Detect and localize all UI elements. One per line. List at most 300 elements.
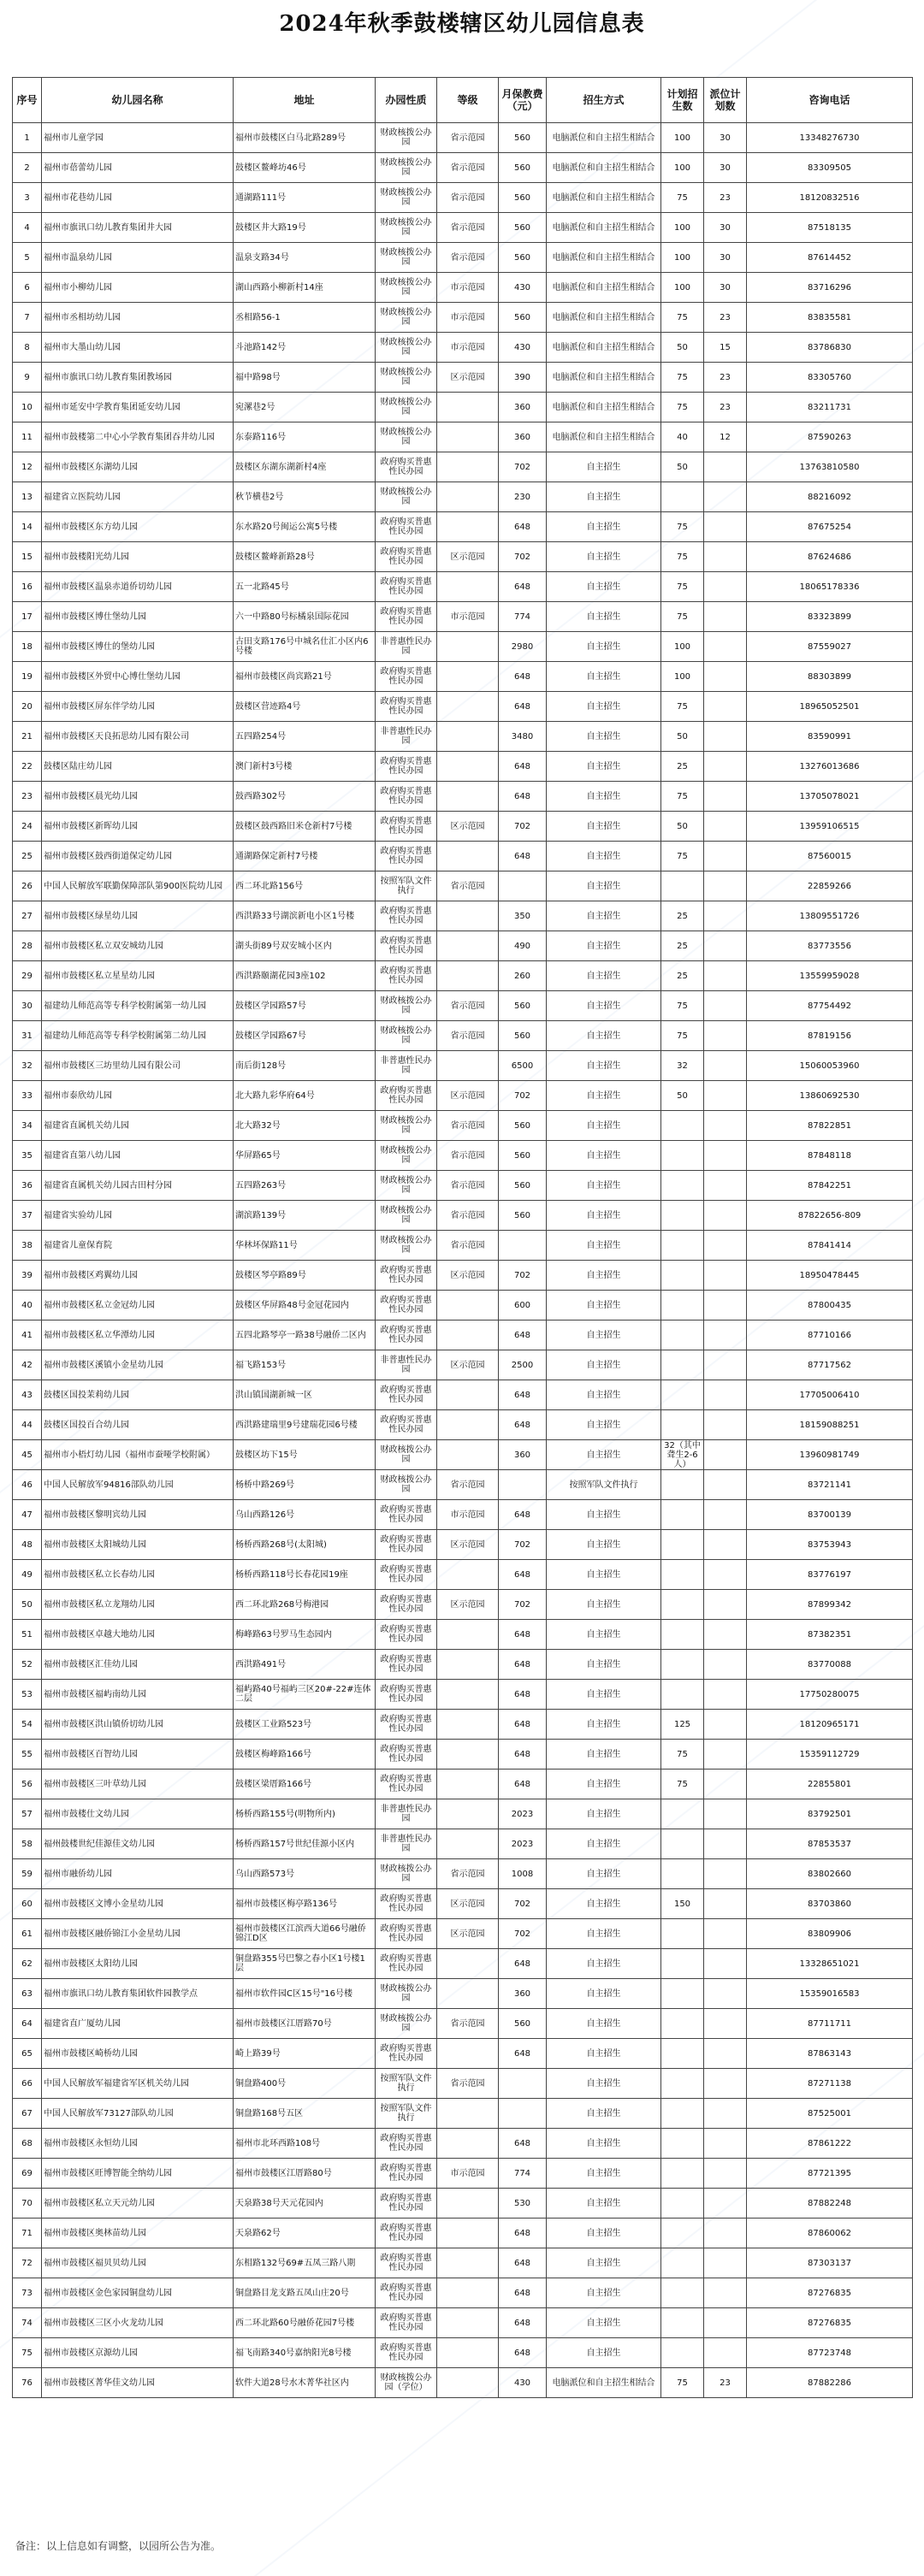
cell-index: 55	[13, 1740, 42, 1770]
cell-phone: 83792501	[747, 1799, 913, 1829]
cell-index: 72	[13, 2248, 42, 2278]
cell-method: 自主招生	[547, 602, 661, 632]
cell-address: 通湖路111号	[234, 183, 376, 213]
cell-plan	[661, 2159, 704, 2189]
cell-phone: 87754492	[747, 991, 913, 1021]
cell-nature: 政府购买普惠性民办园	[376, 1740, 437, 1770]
table-row	[13, 1829, 913, 1859]
cell-name: 福州市鼓楼区金色家园铜盘幼儿园	[42, 2278, 234, 2308]
cell-method: 自主招生	[547, 1500, 661, 1530]
cell-level: 区示范园	[437, 812, 499, 842]
cell-assign	[704, 782, 747, 812]
cell-assign	[704, 1799, 747, 1829]
cell-phone: 87560015	[747, 842, 913, 871]
cell-level: 省示范园	[437, 243, 499, 273]
cell-method: 自主招生	[547, 2099, 661, 2129]
cell-fee: 530	[499, 2189, 547, 2219]
cell-level	[437, 2278, 499, 2308]
table-row	[13, 363, 913, 393]
cell-index: 22	[13, 752, 42, 782]
table-row	[13, 1141, 913, 1171]
cell-address: 鼓楼区鳌峰新路28号	[234, 542, 376, 572]
cell-index: 40	[13, 1291, 42, 1320]
cell-method: 自主招生	[547, 752, 661, 782]
table-row	[13, 901, 913, 931]
cell-assign	[704, 1979, 747, 2009]
cell-fee: 648	[499, 572, 547, 602]
cell-assign	[704, 2099, 747, 2129]
cell-method: 自主招生	[547, 2009, 661, 2039]
cell-fee: 648	[499, 1949, 547, 1979]
cell-plan	[661, 1171, 704, 1201]
cell-plan	[661, 1620, 704, 1650]
cell-nature: 财政核拨公办园	[376, 1141, 437, 1171]
cell-address: 鼓楼区鼓西路旧米仓新村7号楼	[234, 812, 376, 842]
cell-nature: 政府购买普惠性民办园	[376, 602, 437, 632]
cell-name: 福州市鼓楼区东方幼儿园	[42, 512, 234, 542]
cell-nature: 财政核拨公办园	[376, 243, 437, 273]
cell-address: 杨桥西路118号长春花园19座	[234, 1560, 376, 1590]
cell-index: 44	[13, 1410, 42, 1440]
cell-index: 12	[13, 452, 42, 482]
table-row	[13, 572, 913, 602]
table-row	[13, 1111, 913, 1141]
cell-address: 杨桥西路155号(明物所内)	[234, 1799, 376, 1829]
cell-name: 福州市儿童学园	[42, 123, 234, 153]
cell-index: 39	[13, 1261, 42, 1291]
cell-plan	[661, 1560, 704, 1590]
cell-name: 福建省儿童保育院	[42, 1231, 234, 1261]
cell-assign	[704, 1291, 747, 1320]
cell-fee: 648	[499, 1500, 547, 1530]
cell-method: 自主招生	[547, 991, 661, 1021]
cell-phone: 87624686	[747, 542, 913, 572]
cell-assign	[704, 1201, 747, 1231]
cell-index: 73	[13, 2278, 42, 2308]
cell-index: 38	[13, 1231, 42, 1261]
cell-fee: 774	[499, 602, 547, 632]
cell-phone: 87822851	[747, 1111, 913, 1141]
cell-plan	[661, 1799, 704, 1829]
cell-fee: 702	[499, 812, 547, 842]
cell-fee: 2023	[499, 1799, 547, 1829]
cell-level: 市示范园	[437, 333, 499, 363]
cell-fee: 430	[499, 2368, 547, 2398]
cell-nature: 非普惠性民办园	[376, 1350, 437, 1380]
cell-method: 按照军队文件执行	[547, 1470, 661, 1500]
cell-assign	[704, 692, 747, 722]
cell-nature: 财政核拨公办园	[376, 1440, 437, 1470]
cell-fee: 648	[499, 1410, 547, 1440]
cell-nature: 财政核拨公办园	[376, 1470, 437, 1500]
cell-plan: 25	[661, 901, 704, 931]
cell-level: 省示范园	[437, 991, 499, 1021]
cell-nature: 财政核拨公办园	[376, 273, 437, 303]
cell-name: 福建幼儿师范高等专科学校附属第一幼儿园	[42, 991, 234, 1021]
cell-nature: 政府购买普惠性民办园	[376, 542, 437, 572]
table-row	[13, 1680, 913, 1710]
cell-plan	[661, 1410, 704, 1440]
cell-phone: 83773556	[747, 931, 913, 961]
cell-level	[437, 1291, 499, 1320]
cell-method: 自主招生	[547, 1051, 661, 1081]
cell-fee: 430	[499, 273, 547, 303]
cell-name: 福州市鼓楼区太阳城幼儿园	[42, 1530, 234, 1560]
cell-fee: 648	[499, 2308, 547, 2338]
cell-name: 福建省实验幼儿园	[42, 1201, 234, 1231]
cell-method: 电脑派位和自主招生相结合	[547, 153, 661, 183]
cell-plan: 75	[661, 2368, 704, 2398]
cell-phone: 13348276730	[747, 123, 913, 153]
cell-address: 福州市鼓楼区江厝路80号	[234, 2159, 376, 2189]
cell-address: 杨桥西路268号(太阳城)	[234, 1530, 376, 1560]
table-row	[13, 1261, 913, 1291]
cell-index: 24	[13, 812, 42, 842]
cell-fee: 648	[499, 1320, 547, 1350]
cell-fee: 390	[499, 363, 547, 393]
cell-phone: 13960981749	[747, 1440, 913, 1470]
cell-name: 福州市鼓楼区菁华佳文幼儿园	[42, 2368, 234, 2398]
cell-plan	[661, 1979, 704, 2009]
cell-address: 鼓楼区梅峰路166号	[234, 1740, 376, 1770]
cell-level: 市示范园	[437, 273, 499, 303]
cell-fee: 648	[499, 692, 547, 722]
cell-plan: 32	[661, 1051, 704, 1081]
cell-nature: 政府购买普惠性民办园	[376, 1320, 437, 1350]
cell-index: 49	[13, 1560, 42, 1590]
cell-nature: 政府购买普惠性民办园	[376, 1620, 437, 1650]
cell-phone: 87853537	[747, 1829, 913, 1859]
cell-index: 6	[13, 273, 42, 303]
cell-phone: 87271138	[747, 2069, 913, 2099]
table-row	[13, 2368, 913, 2398]
cell-phone: 87882248	[747, 2189, 913, 2219]
cell-nature: 政府购买普惠性民办园	[376, 2129, 437, 2159]
cell-phone: 17705006410	[747, 1380, 913, 1410]
cell-plan	[661, 2219, 704, 2248]
table-row	[13, 2099, 913, 2129]
cell-assign	[704, 1919, 747, 1949]
cell-method: 自主招生	[547, 1440, 661, 1470]
cell-index: 66	[13, 2069, 42, 2099]
cell-level	[437, 1380, 499, 1410]
cell-level	[437, 422, 499, 452]
cell-address: 五四路263号	[234, 1171, 376, 1201]
cell-name: 福州市温泉幼儿园	[42, 243, 234, 273]
cell-nature: 财政核拨公办园	[376, 1979, 437, 2009]
cell-phone: 83590991	[747, 722, 913, 752]
cell-plan	[661, 1201, 704, 1231]
cell-index: 74	[13, 2308, 42, 2338]
cell-method: 自主招生	[547, 512, 661, 542]
cell-nature: 政府购买普惠性民办园	[376, 752, 437, 782]
cell-address: 华屏路65号	[234, 1141, 376, 1171]
cell-assign	[704, 2069, 747, 2099]
cell-assign: 30	[704, 243, 747, 273]
table-row	[13, 1410, 913, 1440]
cell-index: 65	[13, 2039, 42, 2069]
cell-address: 梅峰路63号罗马生态园内	[234, 1620, 376, 1650]
cell-fee: 648	[499, 1740, 547, 1770]
cell-method: 自主招生	[547, 1680, 661, 1710]
cell-level: 省示范园	[437, 183, 499, 213]
cell-method: 自主招生	[547, 1829, 661, 1859]
table-row	[13, 1710, 913, 1740]
cell-name: 福建省立医院幼儿园	[42, 482, 234, 512]
cell-fee: 702	[499, 1919, 547, 1949]
cell-address: 鼓楼区东湖东湖新村4座	[234, 452, 376, 482]
cell-nature: 政府购买普惠性民办园	[376, 2308, 437, 2338]
cell-level	[437, 1440, 499, 1470]
table-row	[13, 153, 913, 183]
cell-phone: 87590263	[747, 422, 913, 452]
cell-name: 福州市泰欣幼儿园	[42, 1081, 234, 1111]
cell-method: 自主招生	[547, 2069, 661, 2099]
cell-method: 自主招生	[547, 901, 661, 931]
cell-nature: 政府购买普惠性民办园	[376, 1380, 437, 1410]
cell-nature: 政府购买普惠性民办园	[376, 452, 437, 482]
cell-address: 鼓楼区营迹路4号	[234, 692, 376, 722]
cell-fee: 648	[499, 2129, 547, 2159]
table-row	[13, 1320, 913, 1350]
cell-phone: 83835581	[747, 303, 913, 333]
cell-plan: 150	[661, 1889, 704, 1919]
cell-name: 福州市融侨幼儿园	[42, 1859, 234, 1889]
cell-level: 区示范园	[437, 1530, 499, 1560]
table-row	[13, 1590, 913, 1620]
cell-name: 福州市鼓楼仕文幼儿园	[42, 1799, 234, 1829]
cell-method: 自主招生	[547, 1740, 661, 1770]
cell-index: 68	[13, 2129, 42, 2159]
cell-name: 福州市鼓楼阳光幼儿园	[42, 542, 234, 572]
table-row	[13, 1740, 913, 1770]
cell-name: 福州市鼓楼区博仕的堡幼儿园	[42, 632, 234, 662]
cell-method: 自主招生	[547, 572, 661, 602]
cell-nature: 政府购买普惠性民办园	[376, 1590, 437, 1620]
cell-fee: 360	[499, 1979, 547, 2009]
cell-phone: 83323899	[747, 602, 913, 632]
cell-level	[437, 1680, 499, 1710]
cell-phone: 87303137	[747, 2248, 913, 2278]
cell-nature: 财政核拨公办园	[376, 183, 437, 213]
cell-fee: 648	[499, 1680, 547, 1710]
cell-plan	[661, 2039, 704, 2069]
cell-assign	[704, 2129, 747, 2159]
cell-phone: 83305760	[747, 363, 913, 393]
cell-phone: 87518135	[747, 213, 913, 243]
cell-phone: 87710166	[747, 1320, 913, 1350]
cell-plan: 100	[661, 632, 704, 662]
cell-assign	[704, 1231, 747, 1261]
table-row	[13, 1081, 913, 1111]
table-row	[13, 123, 913, 153]
cell-level	[437, 2099, 499, 2129]
table-row	[13, 812, 913, 842]
cell-level: 省示范园	[437, 1470, 499, 1500]
table-row	[13, 662, 913, 692]
cell-level	[437, 452, 499, 482]
table-row	[13, 1021, 913, 1051]
cell-level: 省示范园	[437, 153, 499, 183]
cell-name: 福州市鼓楼区屏东伴学幼儿园	[42, 692, 234, 722]
cell-address: 乌山西路573号	[234, 1859, 376, 1889]
cell-phone: 18965052501	[747, 692, 913, 722]
table-row	[13, 961, 913, 991]
cell-level	[437, 842, 499, 871]
cell-assign	[704, 1889, 747, 1919]
cell-method: 自主招生	[547, 1201, 661, 1231]
cell-phone: 87819156	[747, 1021, 913, 1051]
cell-phone: 83809906	[747, 1919, 913, 1949]
cell-assign: 12	[704, 422, 747, 452]
cell-index: 19	[13, 662, 42, 692]
cell-level	[437, 752, 499, 782]
cell-method: 自主招生	[547, 1141, 661, 1171]
cell-assign: 30	[704, 213, 747, 243]
cell-plan	[661, 1530, 704, 1560]
cell-name: 福州市鼓楼区外贸中心博仕堡幼儿园	[42, 662, 234, 692]
cell-level	[437, 2219, 499, 2248]
cell-index: 37	[13, 1201, 42, 1231]
cell-address: 福州市鼓楼区江滨西大道66号融侨锦江D区	[234, 1919, 376, 1949]
cell-plan	[661, 1350, 704, 1380]
cell-assign	[704, 2338, 747, 2368]
cell-level: 市示范园	[437, 2159, 499, 2189]
table-row	[13, 333, 913, 363]
cell-fee: 560	[499, 153, 547, 183]
cell-method: 自主招生	[547, 2338, 661, 2368]
cell-phone: 13959106515	[747, 812, 913, 842]
cell-phone: 13328651021	[747, 1949, 913, 1979]
cell-plan: 75	[661, 363, 704, 393]
cell-name: 福州市鼓楼区鸡翼幼儿园	[42, 1261, 234, 1291]
cell-method: 自主招生	[547, 1560, 661, 1590]
cell-level: 省示范园	[437, 213, 499, 243]
cell-address: 鼓楼区华屏路48号金冠花园内	[234, 1291, 376, 1320]
cell-nature: 政府购买普惠性民办园	[376, 1949, 437, 1979]
cell-phone: 87822656-809	[747, 1201, 913, 1231]
cell-index: 14	[13, 512, 42, 542]
cell-phone: 83700139	[747, 1500, 913, 1530]
cell-fee: 648	[499, 1380, 547, 1410]
cell-name: 福建省直属机关幼儿园	[42, 1111, 234, 1141]
cell-method: 自主招生	[547, 1081, 661, 1111]
cell-phone: 83776197	[747, 1560, 913, 1590]
cell-nature: 财政核拨公办园	[376, 303, 437, 333]
cell-assign	[704, 1320, 747, 1350]
cell-assign: 30	[704, 123, 747, 153]
cell-method: 自主招生	[547, 1021, 661, 1051]
cell-method: 自主招生	[547, 1919, 661, 1949]
cell-name: 福州市鼓楼区博仕堡幼儿园	[42, 602, 234, 632]
cell-assign	[704, 1740, 747, 1770]
cell-address: 北大路32号	[234, 1111, 376, 1141]
cell-fee: 560	[499, 243, 547, 273]
cell-name: 福州市鼓楼区黎明宾幼儿园	[42, 1500, 234, 1530]
cell-phone: 87841414	[747, 1231, 913, 1261]
cell-name: 福州市鼓楼区京源幼儿园	[42, 2338, 234, 2368]
cell-phone: 83786830	[747, 333, 913, 363]
cell-fee: 648	[499, 1770, 547, 1799]
cell-index: 32	[13, 1051, 42, 1081]
cell-level: 市示范园	[437, 1500, 499, 1530]
cell-address: 铜盘路168号五区	[234, 2099, 376, 2129]
cell-address: 鼓楼区工业路523号	[234, 1710, 376, 1740]
cell-name: 福州市鼓楼区新晖幼儿园	[42, 812, 234, 842]
cell-address: 鼓楼区琴亭路89号	[234, 1261, 376, 1291]
cell-level	[437, 2189, 499, 2219]
cell-fee: 702	[499, 1261, 547, 1291]
cell-assign	[704, 2248, 747, 2278]
cell-address: 秋节横巷2号	[234, 482, 376, 512]
cell-address: 六一中路80号标橘泉国际花园	[234, 602, 376, 632]
cell-fee: 648	[499, 1650, 547, 1680]
cell-index: 23	[13, 782, 42, 812]
cell-assign	[704, 1021, 747, 1051]
cell-fee: 490	[499, 931, 547, 961]
cell-plan: 25	[661, 931, 704, 961]
cell-nature: 财政核拨公办园（学位）	[376, 2368, 437, 2398]
cell-assign	[704, 2189, 747, 2219]
cell-nature: 政府购买普惠性民办园	[376, 1500, 437, 1530]
cell-nature: 政府购买普惠性民办园	[376, 2338, 437, 2368]
cell-index: 4	[13, 213, 42, 243]
header-fee: 月保教费（元）	[499, 78, 547, 123]
cell-level	[437, 1799, 499, 1829]
cell-level	[437, 2248, 499, 2278]
cell-assign	[704, 1350, 747, 1380]
cell-level	[437, 1320, 499, 1350]
table-row	[13, 422, 913, 452]
cell-method: 电脑派位和自主招生相结合	[547, 213, 661, 243]
header-address: 地址	[234, 78, 376, 123]
cell-plan: 100	[661, 123, 704, 153]
cell-phone: 87861222	[747, 2129, 913, 2159]
cell-nature: 政府购买普惠性民办园	[376, 1081, 437, 1111]
cell-level	[437, 482, 499, 512]
table-row	[13, 1291, 913, 1320]
cell-phone: 87276835	[747, 2308, 913, 2338]
table-body	[13, 123, 913, 2398]
cell-level	[437, 1949, 499, 1979]
cell-plan	[661, 2308, 704, 2338]
cell-method: 自主招生	[547, 1889, 661, 1919]
cell-fee: 702	[499, 1081, 547, 1111]
cell-address: 古田支路176号中城名仕汇小区内6号楼	[234, 632, 376, 662]
cell-level	[437, 1979, 499, 2009]
cell-index: 11	[13, 422, 42, 452]
cell-name: 鼓楼区国投茉莉幼儿园	[42, 1380, 234, 1410]
cell-nature: 财政核拨公办园	[376, 991, 437, 1021]
footnote: 备注：以上信息如有调整，以园所公告为准。	[15, 2540, 222, 2552]
table-row	[13, 1859, 913, 1889]
cell-level	[437, 782, 499, 812]
cell-index: 7	[13, 303, 42, 333]
cell-assign	[704, 2009, 747, 2039]
cell-index: 61	[13, 1919, 42, 1949]
table-row	[13, 542, 913, 572]
cell-method: 自主招生	[547, 1590, 661, 1620]
cell-index: 28	[13, 931, 42, 961]
cell-nature: 政府购买普惠性民办园	[376, 1261, 437, 1291]
cell-nature: 政府购买普惠性民办园	[376, 1650, 437, 1680]
cell-method: 电脑派位和自主招生相结合	[547, 243, 661, 273]
cell-plan	[661, 482, 704, 512]
cell-phone: 18065178336	[747, 572, 913, 602]
cell-method: 电脑派位和自主招生相结合	[547, 123, 661, 153]
cell-level: 区示范园	[437, 1919, 499, 1949]
cell-phone: 83211731	[747, 393, 913, 422]
